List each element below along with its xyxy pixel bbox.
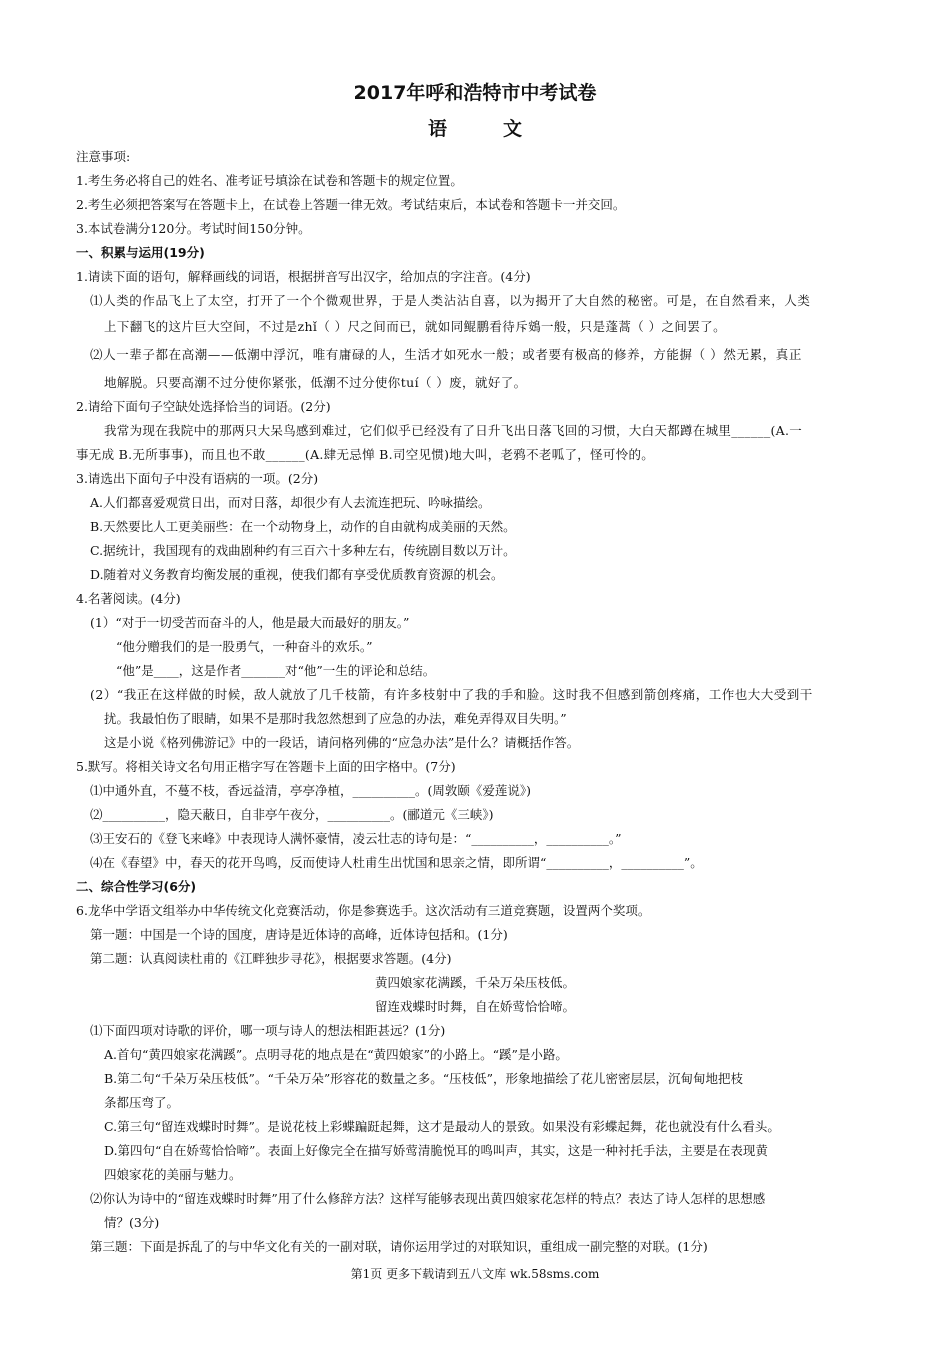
- question-stem: 3.请选出下面句子中没有语病的一项。(2分): [76, 471, 319, 486]
- question-text: 第三题：下面是拆乱了的与中华文化有关的一副对联，请你运用学过的对联知识，重组成一副完整的对联。(1分): [90, 1239, 708, 1254]
- question-text: “他”是____，这是作者_______对“他”一生的评论和总结。: [116, 663, 436, 678]
- question-text: 上下翻飞的这片巨大空间，不过是zhǐ（ ）尺之间而已，就如同鲲鹏看待斥鴳一般，只是蓬蒿（ ）之间罢了。: [104, 319, 726, 334]
- question-text: ⑴下面四项对诗歌的评价，哪一项与诗人的想法相距甚远？(1分): [90, 1023, 446, 1038]
- option-item: D.第四句“自在娇莺恰恰啼”。表面上好像完全在描写娇莺清脆悦耳的鸣叫声，其实，这是一种衬托手法，主要是在表现黄: [104, 1143, 768, 1158]
- notice-item: 3.本试卷满分120分。考试时间150分钟。: [76, 221, 311, 236]
- option-item: B.第二句“千朵万朵压枝低”。“千朵万朵”形容花的数量之多。“压枝低”，形象地描绘了花儿密密层层，沉甸甸地把枝: [104, 1071, 744, 1086]
- question-stem: 6.龙华中学语文组举办中华传统文化竞赛活动，你是参赛选手。这次活动有三道竞赛题，设置两个奖项。: [76, 903, 651, 918]
- poem-line: 黄四娘家花满蹊，千朵万朵压枝低。: [374, 975, 575, 990]
- question-text: 地解脱。只要高潮不过分使你紧张，低潮不过分使你tuí（ ）废，就好了。: [104, 375, 527, 390]
- question-text: ⑴人类的作品飞上了太空，打开了一个个微观世界，于是人类沾沾自喜，以为揭开了大自然的秘密。可是，在自然看来，人类: [90, 293, 811, 308]
- question-stem: 4.名著阅读。(4分): [76, 591, 181, 606]
- option-item: A.首句“黄四娘家花满蹊”。点明寻花的地点是在“黄四娘家”的小路上。“蹊”是小路。: [104, 1047, 568, 1062]
- section-heading: 二、综合性学习(6分): [76, 879, 197, 894]
- question-text: ⑵人一辈子都在高潮——低潮中浮沉，唯有庸碌的人，生活才如死水一般；或者要有极高的修养，方能摒（ ）然无累，真正: [90, 347, 802, 362]
- option-item: 条都压弯了。: [104, 1095, 180, 1110]
- notice-heading: 注意事项:: [76, 149, 131, 164]
- question-text: 这是小说《格列佛游记》中的一段话，请问格列佛的“应急办法”是什么？请概括作答。: [104, 735, 580, 750]
- dictation-item: ⑴中通外直，不蔓不枝，香远益清，亭亭净植，__________。(周敦颐《爱莲说》): [90, 783, 532, 798]
- subject-char-1: 语: [427, 118, 447, 140]
- subject-title: [0, 114, 950, 141]
- exam-title: 2017年呼和浩特市中考试卷: [353, 82, 597, 104]
- option-item: D.随着对义务教育均衡发展的重视，使我们都有享受优质教育资源的机会。: [90, 567, 504, 582]
- question-text: 第二题：认真阅读杜甫的《江畔独步寻花》，根据要求答题。(4分): [90, 951, 452, 966]
- question-text: (1）“对于一切受苦而奋斗的人，他是最大而最好的朋友。”: [90, 615, 410, 630]
- question-text: 第一题：中国是一个诗的国度，唐诗是近体诗的高峰，近体诗包括和。(1分): [90, 927, 508, 942]
- section-heading: 一、积累与运用(19分): [76, 245, 205, 260]
- subject-char-2: 文: [503, 118, 523, 140]
- dictation-item: ⑷在《春望》中，春天的花开鸟鸣，反而使诗人杜甫生出忧国和思亲之情，即所谓“__________，__________”。: [90, 855, 703, 870]
- notice-item: 1.考生务必将自己的姓名、准考证号填涂在试卷和答题卡的规定位置。: [76, 173, 463, 188]
- option-item: C.第三句“留连戏蝶时时舞”。是说花枝上彩蝶蹁跹起舞，这才是最动人的景致。如果没有彩蝶起舞，花也就没有什么看头。: [104, 1119, 780, 1134]
- dictation-item: ⑵__________，隐天蔽日，自非亭午夜分，__________。(郦道元《三峡》): [90, 807, 494, 822]
- question-text: 我常为现在我院中的那两只大呆鸟感到难过，它们似乎已经没有了日升飞出日落飞回的习惯，大白天都蹲在城里______(A.一: [104, 423, 803, 438]
- option-item: B.天然要比人工更美丽些：在一个动物身上，动作的自由就构成美丽的天然。: [90, 519, 516, 534]
- question-text: “他分赠我们的是一股勇气，一种奋斗的欢乐。”: [116, 639, 373, 654]
- notice-item: 2.考生必须把答案写在答题卡上，在试卷上答题一律无效。考试结束后，本试卷和答题卡一并交回。: [76, 197, 626, 212]
- question-text: (2）“我正在这样做的时候，敌人就放了几千枝箭，有许多枝射中了我的手和脸。这时我不但感到箭创疼痛，工作也大大受到干: [90, 687, 813, 702]
- option-item: A.人们都喜爱观赏日出，而对日落，却很少有人去流连把玩、吟咏描绘。: [90, 495, 491, 510]
- page-footer: 第1页 更多下载请到五八文库 wk.58sms.com: [350, 1267, 600, 1281]
- option-item: 四娘家花的美丽与魅力。: [104, 1167, 242, 1182]
- option-item: C.据统计，我国现有的戏曲剧种约有三百六十多种左右，传统剧目数以万计。: [90, 543, 516, 558]
- dictation-item: ⑶王安石的《登飞来峰》中表现诗人满怀豪情，凌云壮志的诗句是：“__________，__________。”: [90, 831, 622, 846]
- question-stem: 5.默写。将相关诗文名句用正楷字写在答题卡上面的田字格中。(7分): [76, 759, 456, 774]
- question-text: ⑵你认为诗中的“留连戏蝶时时舞”用了什么修辞方法？这样写能够表现出黄四娘家花怎样的特点？表达了诗人怎样的思想感: [90, 1191, 766, 1206]
- question-stem: 1.请读下面的语句，解释画线的词语，根据拼音写出汉字，给加点的字注音。(4分): [76, 269, 531, 284]
- question-text: 扰。我最怕伤了眼睛，如果不是那时我忽然想到了应急的办法，难免弄得双目失明。”: [104, 711, 567, 726]
- question-text: 情？(3分): [104, 1215, 160, 1230]
- question-stem: 2.请给下面句子空缺处选择恰当的词语。(2分): [76, 399, 331, 414]
- poem-line: 留连戏蝶时时舞，自在娇莺恰恰啼。: [374, 999, 575, 1014]
- question-text: 事无成 B.无所事事)，而且也不敢______(A.肆无忌惮 B.司空见惯)地大叫，老鸦不老呱了，怪可怜的。: [76, 447, 655, 462]
